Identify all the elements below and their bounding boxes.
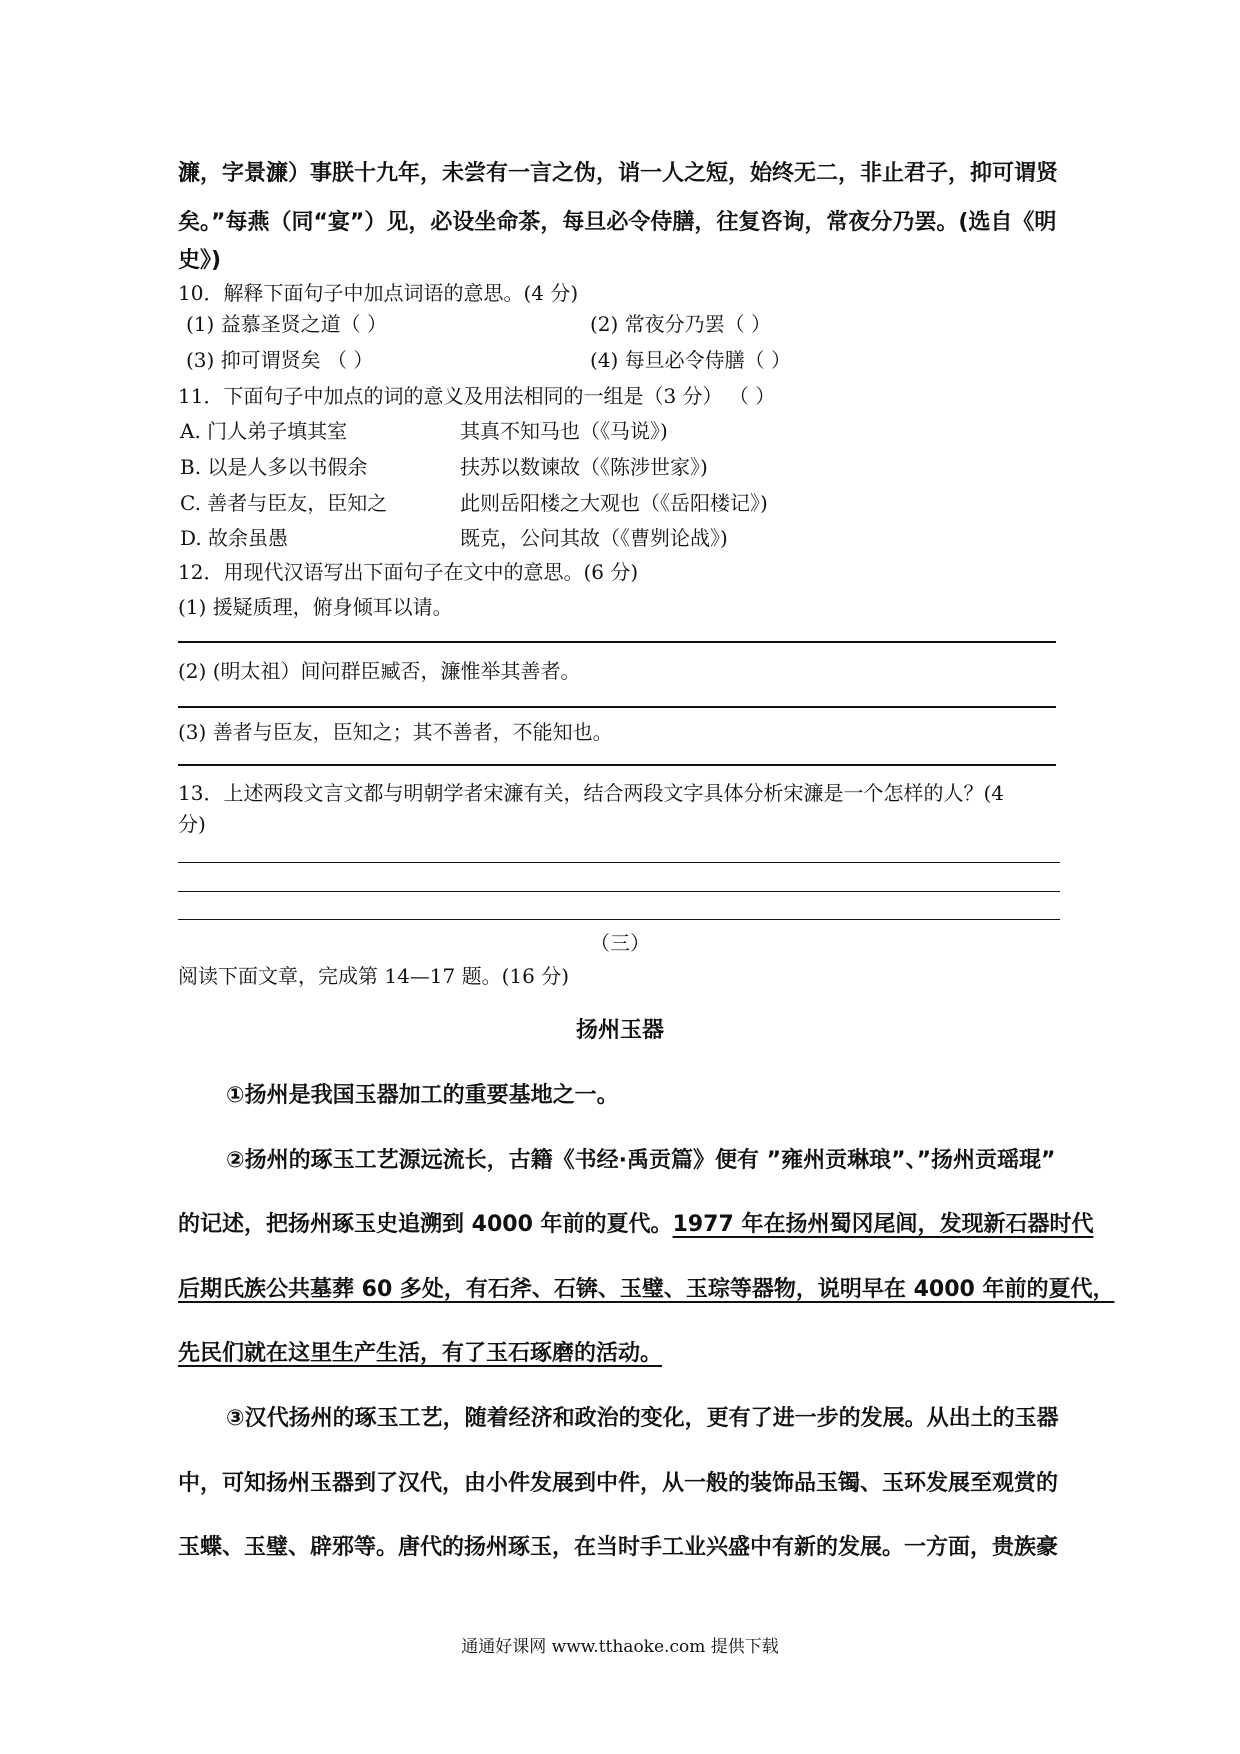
article-line: ③汉代扬州的琢玉工艺，随着经济和政治的变化，更有了进一步的发展。从出土的玉器 [226, 1406, 1059, 1431]
question-12-item-2: (2) (明太祖）间问群臣臧否，濂惟举其善者。 [178, 659, 581, 683]
question-10-item-4: (4) 每旦必令侍膳（ ） [590, 348, 792, 372]
question-12-item-3: (3) 善者与臣友，臣知之；其不善者，不能知也。 [178, 720, 613, 744]
question-10-stem: 10．解释下面句子中加点词语的意思。(4 分) [178, 281, 579, 305]
passage-line-1: 濂，字景濂）事朕十九年，未尝有一言之伪，诮一人之短，始终无二，非止君子，抑可谓贤 [178, 161, 1059, 186]
article-line [178, 1207, 1093, 1238]
question-11-stem: 11．下面句子中加点的词的意义及用法相同的一组是（3 分） （ ） [178, 384, 776, 408]
passage-line-2: 矣。”每燕（同“宴”）见，必设坐命茶，每旦必令侍膳，往复咨询，常夜分乃罢。(选自《明 [178, 210, 1057, 235]
article-title: 扬州玉器 [575, 1018, 664, 1043]
question-13-stem-cont: 分) [178, 812, 206, 836]
option-c-left: C. 善者与臣友，臣知之 [180, 491, 388, 515]
question-10-item-1: (1) 益慕圣贤之道（ ） [186, 312, 388, 336]
answer-line[interactable] [178, 862, 1060, 863]
article-line: 玉蝶、玉璧、辟邪等。唐代的扬州琢玉，在当时手工业兴盛中有新的发展。一方面，贵族豪 [178, 1535, 1059, 1560]
article-text: 的记述，把扬州琢玉史追溯到 4000 年前的夏代。 [178, 1212, 673, 1237]
answer-line[interactable] [178, 706, 1056, 708]
answer-line[interactable] [178, 641, 1056, 643]
answer-line[interactable] [178, 891, 1060, 892]
passage-line-3: 史》) [178, 248, 222, 273]
article-line: ②扬州的琢玉工艺源远流长，古籍《书经·禹贡篇》便有 ”雍州贡琳琅”、”扬州贡瑶琨” [226, 1148, 1056, 1173]
option-b-left: B. 以是人多以书假余 [180, 455, 368, 479]
underlined-text: 先民们就在这里生产生活，有了玉石琢磨的活动。 [178, 1341, 663, 1366]
underlined-text: 后期氏族公共墓葬 60 多处，有石斧、石锛、玉璧、玉琮等器物，说明早在 4000 年前的夏代， [178, 1277, 1115, 1302]
option-a-left: A. 门人弟子填其室 [180, 419, 348, 443]
option-b-right: 扶苏以数谏故（《陈涉世家》) [460, 455, 708, 479]
question-10-item-2: (2) 常夜分乃罢（ ） [590, 312, 772, 336]
section-heading: （三） [590, 931, 650, 955]
answer-line[interactable] [178, 919, 1060, 920]
question-13-stem: 13．上述两段文言文都与明朝学者宋濂有关，结合两段文字具体分析宋濂是一个怎样的人？(4 [178, 781, 1004, 805]
question-10-item-3: (3) 抑可谓贤矣 （ ） [186, 348, 374, 372]
option-d-right: 既克，公问其故（《曹刿论战》) [460, 526, 728, 550]
question-12-item-1: (1) 援疑质理，俯身倾耳以请。 [178, 595, 453, 619]
article-paragraph-1: ①扬州是我国玉器加工的重要基地之一。 [226, 1083, 619, 1108]
underlined-text: 1977 年在扬州蜀冈尾闾，发现新石器时代 [672, 1212, 1094, 1237]
question-12-stem: 12．用现代汉语写出下面句子在文中的意思。(6 分) [178, 560, 639, 584]
article-line: 中，可知扬州玉器到了汉代，由小件发展到中件，从一般的装饰品玉镯、玉环发展至观赏的 [178, 1471, 1059, 1496]
option-c-right: 此则岳阳楼之大观也（《岳阳楼记》) [460, 491, 768, 515]
section-instruction: 阅读下面文章，完成第 14—17 题。(16 分) [178, 964, 570, 988]
answer-line[interactable] [178, 764, 1056, 766]
option-a-right: 其真不知马也（《马说》) [460, 419, 668, 443]
option-d-left: D. 故余虽愚 [180, 526, 289, 550]
footer-text: 通通好课网 www.tthaoke.com 提供下载 [461, 1637, 779, 1657]
